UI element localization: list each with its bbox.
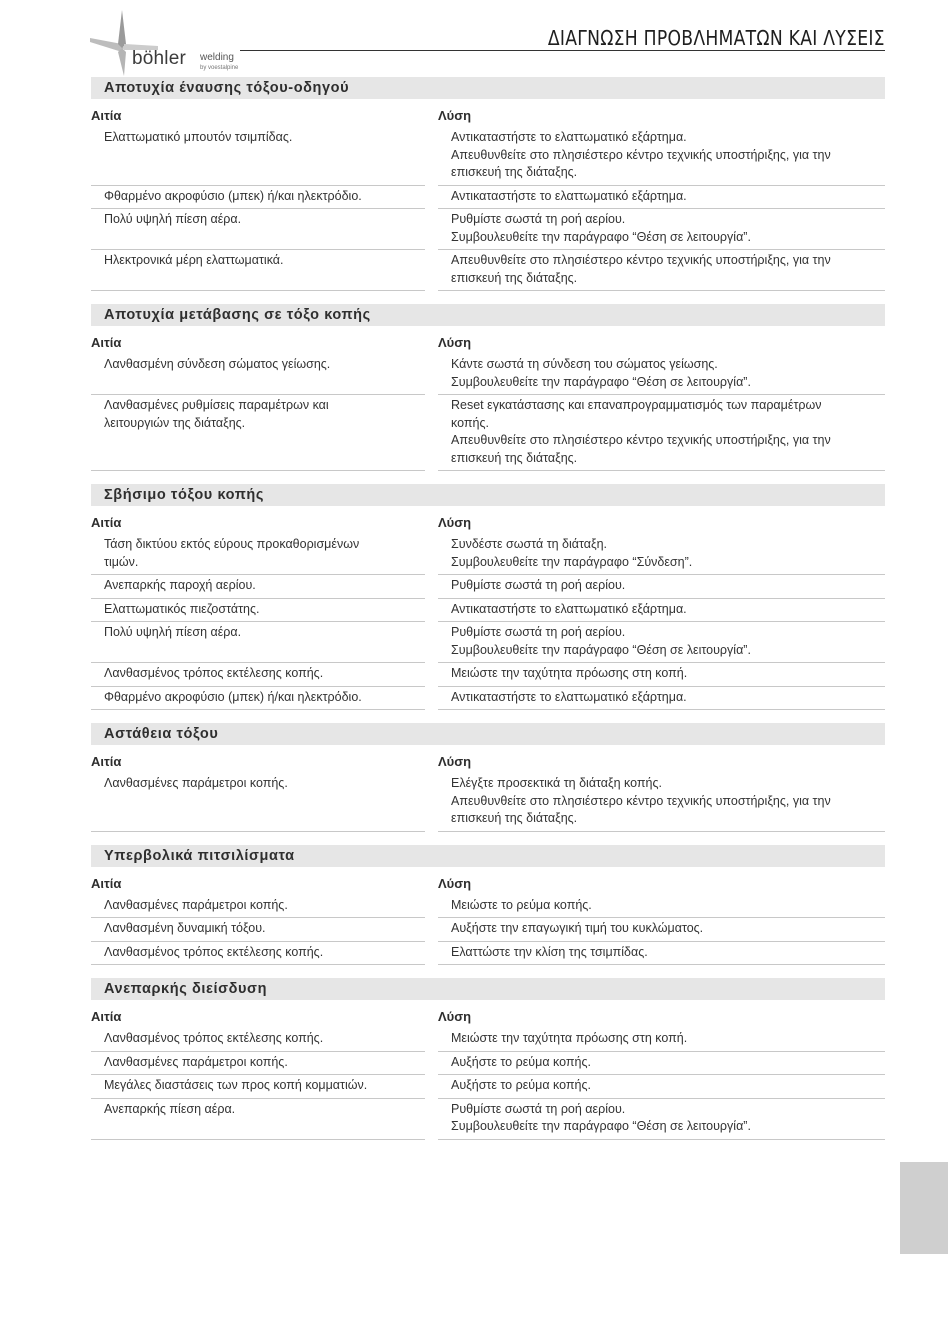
section-title: Αποτυχία έναυσης τόξου-οδηγού	[91, 77, 885, 99]
solution-cell	[438, 534, 885, 575]
cause-text: Φθαρμένο ακροφύσιο (μπεκ) ή/και ηλεκτρόδιο.	[104, 188, 362, 203]
solution-text: Αντικαταστήστε το ελαττωματικό εξάρτημα.	[451, 130, 687, 144]
solution-text: Αυξήστε το ρεύμα κοπής.	[451, 1054, 591, 1069]
table-row	[91, 773, 885, 832]
cause-text: Μεγάλες διαστάσεις των προς κοπή κομματιών.	[104, 1078, 368, 1092]
solution-text: κοπής.	[451, 415, 489, 430]
solution-cell	[438, 209, 885, 250]
solution-text: Συμβουλευθείτε την παράγραφο “Θέση σε λειτουργία”.	[451, 642, 751, 657]
section-title: Αποτυχία μετάβασης σε τόξο κοπής	[91, 304, 885, 326]
section-title: Σβήσιμο τόξου κοπής	[91, 484, 885, 506]
column-header-solution: Λύση	[438, 875, 472, 891]
cause-text: Λανθασμένος τρόπος εκτέλεσης κοπής.	[104, 1031, 324, 1045]
column-header-cause: Αιτία	[91, 108, 122, 123]
cause-text: Φθαρμένο ακροφύσιο (μπεκ) ή/και ηλεκτρόδιο.	[104, 689, 362, 704]
cause-cell	[91, 599, 425, 623]
cause-cell	[91, 209, 425, 250]
column-headers	[91, 99, 885, 123]
solution-text: Συμβουλευθείτε την παράγραφο “Σύνδεση”.	[451, 554, 693, 569]
solution-text: Αντικαταστήστε το ελαττωματικό εξάρτημα.	[451, 689, 687, 704]
table-row	[91, 942, 885, 966]
troubleshooting-section	[91, 723, 885, 832]
solution-cell	[438, 687, 885, 711]
table-row	[91, 918, 885, 942]
column-header-cause: Αιτία	[91, 754, 122, 769]
solution-cell	[438, 395, 885, 471]
solution-text: Απευθυνθείτε στο πλησιέστερο κέντρο τεχνικής υποστήριξης, για την	[451, 147, 831, 162]
solution-text: Ρυθμίστε σωστά τη ροή αερίου.	[451, 578, 626, 592]
troubleshooting-section	[91, 304, 885, 471]
column-header-cause: Αιτία	[91, 515, 122, 530]
column-headers	[91, 745, 885, 769]
column-header-cause: Αιτία	[91, 875, 122, 891]
solution-cell	[438, 895, 885, 919]
table-row	[91, 395, 885, 471]
column-header-solution: Λύση	[438, 754, 472, 769]
solution-cell	[438, 127, 885, 186]
cause-text: Λανθασμένες παράμετροι κοπής.	[104, 776, 288, 790]
solution-text: Ρυθμίστε σωστά τη ροή αερίου.	[451, 625, 626, 639]
column-header-solution: Λύση	[438, 108, 472, 123]
table-row	[91, 127, 885, 186]
solution-text: Αντικαταστήστε το ελαττωματικό εξάρτημα.	[451, 601, 687, 616]
table-row	[91, 1052, 885, 1076]
cause-text: Λανθασμένος τρόπος εκτέλεσης κοπής.	[104, 944, 324, 959]
section-title: Ανεπαρκής διείσδυση	[91, 978, 885, 1000]
cause-cell	[91, 773, 425, 832]
solution-cell	[438, 663, 885, 687]
column-header-cause: Αιτία	[91, 335, 122, 350]
column-headers	[91, 1000, 885, 1024]
table-row	[91, 250, 885, 291]
table-row	[91, 599, 885, 623]
solution-cell	[438, 942, 885, 966]
solution-text: Μειώστε το ρεύμα κοπής.	[451, 897, 592, 912]
solution-text: Reset εγκατάστασης και επαναπρογραμματισμός των παραμέτρων	[451, 398, 822, 412]
cause-text: Ηλεκτρονικά μέρη ελαττωματικά.	[104, 253, 284, 267]
cause-cell	[91, 895, 425, 919]
cause-text: Ανεπαρκής πίεση αέρα.	[104, 1101, 236, 1116]
troubleshooting-section	[91, 77, 885, 291]
solution-cell	[438, 1099, 885, 1140]
cause-text: Ελαττωματικός πιεζοστάτης.	[104, 601, 260, 616]
table-row	[91, 622, 885, 663]
cause-text: Λανθασμένες παράμετροι κοπής.	[104, 897, 288, 912]
column-header-solution: Λύση	[438, 335, 472, 350]
solution-cell	[438, 599, 885, 623]
cause-cell	[91, 663, 425, 687]
cause-text: λειτουργιών της διάταξης.	[104, 415, 246, 430]
logo-welding-text: welding	[200, 52, 234, 63]
cause-text: Λανθασμένος τρόπος εκτέλεσης κοπής.	[104, 666, 324, 680]
solution-text: Απευθυνθείτε στο πλησιέστερο κέντρο τεχνικής υποστήριξης, για την	[451, 793, 831, 808]
cause-text: Πολύ υψηλή πίεση αέρα.	[104, 212, 242, 226]
cause-cell	[91, 918, 425, 942]
table-row	[91, 534, 885, 575]
solution-text: Ρυθμίστε σωστά τη ροή αερίου.	[451, 1101, 626, 1116]
solution-text: επισκευή της διάταξης.	[451, 811, 578, 825]
troubleshooting-content	[91, 77, 885, 1153]
solution-cell	[438, 575, 885, 599]
solution-cell	[438, 1028, 885, 1052]
solution-cell	[438, 250, 885, 291]
column-header-solution: Λύση	[438, 1009, 472, 1024]
page-edge-tab	[900, 1162, 948, 1254]
column-header-solution: Λύση	[438, 515, 472, 530]
solution-cell	[438, 1052, 885, 1076]
solution-text: Αυξήστε το ρεύμα κοπής.	[451, 1078, 591, 1092]
cause-cell	[91, 1075, 425, 1099]
cause-text: Λανθασμένη σύνδεση σώματος γείωσης.	[104, 357, 331, 371]
column-headers	[91, 506, 885, 530]
solution-text: επισκευή της διάταξης.	[451, 270, 578, 285]
cause-text: Λανθασμένη δυναμική τόξου.	[104, 921, 266, 935]
cause-text: Τάση δικτύου εκτός εύρους προκαθορισμένων	[104, 537, 360, 551]
troubleshooting-section	[91, 845, 885, 966]
solution-text: επισκευή της διάταξης.	[451, 165, 578, 179]
section-title: Υπερβολικά πιτσιλίσματα	[91, 845, 885, 867]
table-row	[91, 687, 885, 711]
solution-cell	[438, 773, 885, 832]
column-headers	[91, 326, 885, 350]
solution-cell	[438, 918, 885, 942]
cause-text: Λανθασμένες ρυθμίσεις παραμέτρων και	[104, 398, 329, 412]
section-title: Αστάθεια τόξου	[91, 723, 885, 745]
cause-cell	[91, 1099, 425, 1140]
cause-cell	[91, 395, 425, 471]
solution-cell	[438, 186, 885, 210]
solution-cell	[438, 1075, 885, 1099]
logo-brand-text: böhler	[132, 48, 187, 69]
cause-cell	[91, 622, 425, 663]
table-row	[91, 354, 885, 395]
cause-cell	[91, 127, 425, 186]
bohler-welding-logo	[88, 8, 248, 78]
solution-text: Απευθυνθείτε στο πλησιέστερο κέντρο τεχνικής υποστήριξης, για την	[451, 433, 831, 447]
logo-by-text: by voestalpine	[200, 65, 239, 71]
troubleshooting-section	[91, 978, 885, 1140]
cause-text: Ανεπαρκής παροχή αερίου.	[104, 578, 256, 592]
header-rule	[240, 50, 885, 51]
table-row	[91, 1075, 885, 1099]
solution-text: Συνδέστε σωστά τη διάταξη.	[451, 537, 608, 551]
cause-cell	[91, 687, 425, 711]
cause-cell	[91, 575, 425, 599]
solution-text: Ελέγξτε προσεκτικά τη διάταξη κοπής.	[451, 776, 663, 790]
solution-cell	[438, 622, 885, 663]
solution-cell	[438, 354, 885, 395]
cause-cell	[91, 1052, 425, 1076]
solution-text: Ρυθμίστε σωστά τη ροή αερίου.	[451, 212, 626, 226]
solution-text: Συμβουλευθείτε την παράγραφο “Θέση σε λειτουργία”.	[451, 229, 751, 244]
cause-cell	[91, 1028, 425, 1052]
solution-text: Συμβουλευθείτε την παράγραφο “Θέση σε λειτουργία”.	[451, 1119, 751, 1133]
solution-text: Αντικαταστήστε το ελαττωματικό εξάρτημα.	[451, 188, 687, 203]
solution-text: Απευθυνθείτε στο πλησιέστερο κέντρο τεχνικής υποστήριξης, για την	[451, 253, 831, 267]
solution-text: επισκευή της διάταξης.	[451, 450, 578, 465]
cause-cell	[91, 186, 425, 210]
table-row	[91, 186, 885, 210]
cause-cell	[91, 250, 425, 291]
solution-text: Μειώστε την ταχύτητα πρόωσης στη κοπή.	[451, 1031, 688, 1045]
cause-cell	[91, 354, 425, 395]
solution-text: Συμβουλευθείτε την παράγραφο “Θέση σε λειτουργία”.	[451, 374, 751, 389]
table-row	[91, 209, 885, 250]
column-headers	[91, 867, 885, 891]
troubleshooting-section	[91, 484, 885, 710]
column-header-cause: Αιτία	[91, 1009, 122, 1024]
table-row	[91, 1099, 885, 1140]
solution-text: Κάντε σωστά τη σύνδεση του σώματος γείωσης.	[451, 357, 718, 371]
table-row	[91, 663, 885, 687]
cause-text: Πολύ υψηλή πίεση αέρα.	[104, 625, 242, 639]
solution-text: Ελαττώστε την κλίση της τσιμπίδας.	[451, 944, 648, 959]
table-row	[91, 895, 885, 919]
cause-cell	[91, 534, 425, 575]
cause-text: τιμών.	[104, 554, 139, 569]
solution-text: Αυξήστε την επαγωγική τιμή του κυκλώματος.	[451, 921, 704, 935]
cause-text: Ελαττωματικό μπουτόν τσιμπίδας.	[104, 130, 293, 144]
cause-text: Λανθασμένες παράμετροι κοπής.	[104, 1054, 288, 1069]
cause-cell	[91, 942, 425, 966]
solution-text: Μειώστε την ταχύτητα πρόωσης στη κοπή.	[451, 666, 688, 680]
table-row	[91, 575, 885, 599]
page-title: ΔΙΑΓΝΩΣΗ ΠΡΟΒΛΗΜΑΤΩΝ ΚΑΙ ΛΥΣΕΙΣ	[548, 26, 885, 50]
table-row	[91, 1028, 885, 1052]
